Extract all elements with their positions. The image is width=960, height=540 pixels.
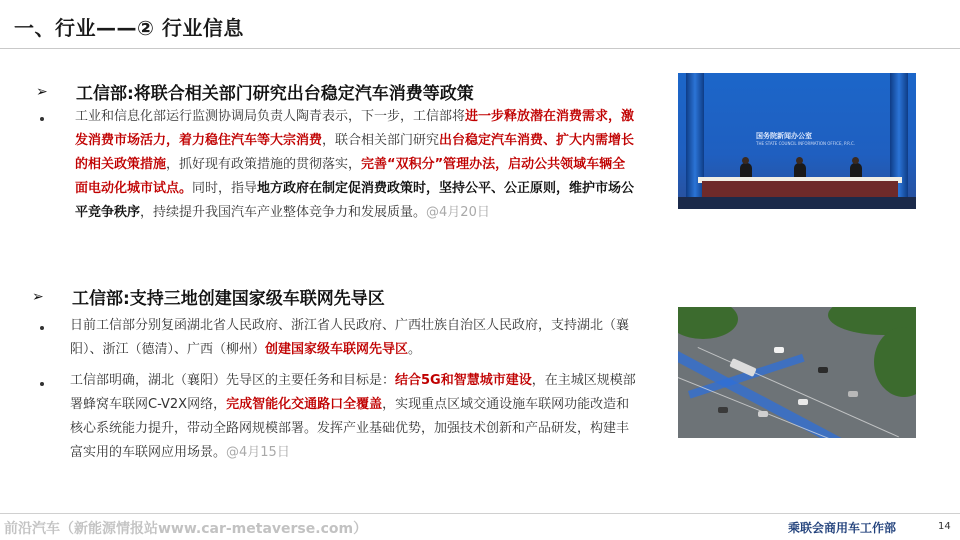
photo-car: [818, 367, 828, 373]
text-run: ，在主城区规模部署蜂窝车联网C-V2X网络，: [70, 373, 636, 412]
bold-text: 地方政府在制定促消费政策时，坚持公平、公正原则，维护市场公平竞争秩序: [75, 181, 635, 220]
photo-person-head: [852, 157, 859, 164]
photo-person-head: [742, 157, 749, 164]
photo-tree: [678, 307, 738, 339]
text-run: ，实现重点区域交通设施车联网功能改造和核心系统能力提升，带动全路网规模部署。发挥产业基础优势，加强技术创新和产品研发，构建丰富实用的车联网应用场景。: [70, 397, 630, 460]
photo-floor: [678, 197, 916, 209]
watermark: 前沿汽车（新能源情报站www.car-metaverse.com）: [4, 521, 368, 537]
photo-sign-en: THE STATE COUNCIL INFORMATION OFFICE, P.R.C.: [756, 141, 856, 146]
bullet-dot-icon: [40, 382, 44, 386]
footer-divider: [0, 513, 960, 514]
arrow-bullet-icon: ➢: [32, 288, 44, 305]
photo-person-head: [796, 157, 803, 164]
text-run: 同时，指导: [192, 181, 258, 196]
text-run: 日前工信部分别复函湖北省人民政府、浙江省人民政府、广西壮族自治区人民政府，支持湖北（襄阳）、浙江（德清）、广西（柳州）: [70, 318, 630, 357]
highlight-text: 进一步释放潜在消费需求，激发消费市场活力，着力稳住汽车等大宗消费: [75, 109, 635, 148]
section2-heading-text: 工信部:支持三地创建国家级车联网先导区: [72, 289, 385, 309]
highlight-text: 出台稳定汽车消费、扩大内需增长的相关政策措施: [75, 133, 635, 172]
date-label: @4月15日: [226, 445, 290, 460]
highlight-text: 创建国家级车联网先导区: [265, 342, 409, 357]
photo-car: [758, 411, 768, 417]
text-run: 工信部明确，湖北（襄阳）先导区的主要任务和目标是：: [70, 373, 396, 388]
highlight-text: 结合5G和智慧城市建设: [395, 373, 532, 388]
highlight-text: 完善“双积分”管理办法，启动公共领域车辆全面电动化城市试点。: [75, 157, 626, 196]
text-run: 工业和信息化部运行监测协调局负责人陶青表示，下一步，工信部将: [75, 109, 466, 124]
photo-car: [718, 407, 728, 413]
text-run: ，抓好现有政策措施的贯彻落实，: [166, 157, 362, 172]
photo-sign-cn: 国务院新闻办公室: [756, 132, 812, 140]
section2-paragraph-2: [70, 369, 638, 465]
section2-heading: [32, 284, 385, 309]
title-divider: [0, 48, 960, 49]
photo-car: [774, 347, 784, 353]
photo-tree: [874, 327, 916, 397]
highlight-text: 完成智能化交通路口全覆盖: [226, 397, 383, 412]
page-title: 一、行业——② 行业信息: [14, 16, 244, 40]
date-label: @4月20日: [426, 205, 490, 220]
bullet-dot-icon: [40, 117, 44, 121]
photo-car: [798, 399, 808, 405]
arrow-bullet-icon: ➢: [36, 83, 48, 100]
section2-paragraph-1: [70, 314, 640, 362]
bullet-dot-icon: [40, 326, 44, 330]
photo-car: [848, 391, 858, 397]
section1-heading-text: 工信部:将联合相关部门研究出台稳定汽车消费等政策: [76, 84, 474, 104]
footer-organization: 乘联会商用车工作部: [788, 521, 897, 535]
road-aerial-photo: [678, 307, 916, 438]
section1-heading: [36, 79, 474, 104]
section1-paragraph: [75, 105, 635, 225]
text-run: ，联合相关部门研究: [322, 133, 440, 148]
text-run: ，持续提升我国汽车产业整体竞争力和发展质量。: [140, 205, 427, 220]
text-run: 。: [408, 342, 422, 357]
press-conference-photo: [678, 73, 916, 209]
page-number: 14: [938, 521, 951, 532]
